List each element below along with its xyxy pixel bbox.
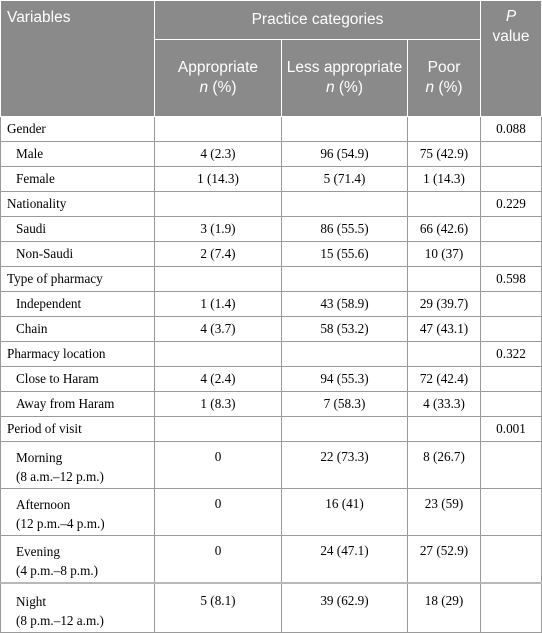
- cell-p-value: [481, 242, 542, 267]
- row-label-line2: (8 p.m.–12 a.m.): [16, 613, 104, 628]
- cell-poor: 8 (26.7): [408, 442, 481, 489]
- cell-p-value: [481, 392, 542, 417]
- cell-less-appropriate: 24 (47.1): [282, 536, 408, 584]
- cell-less-appropriate: 22 (73.3): [282, 442, 408, 489]
- header-value-word: value: [492, 28, 530, 45]
- row-label: Non-Saudi: [1, 242, 155, 267]
- cell-less-appropriate: 39 (62.9): [282, 583, 408, 633]
- table-row: [1, 442, 542, 489]
- cell-appropriate: [155, 192, 282, 217]
- cell-appropriate: 4 (2.4): [155, 367, 282, 392]
- cell-p-value: [481, 167, 542, 192]
- cell-appropriate: 1 (1.4): [155, 292, 282, 317]
- row-label: Chain: [1, 317, 155, 342]
- header-appropriate: [155, 40, 282, 117]
- cell-p-value: [481, 367, 542, 392]
- header-poor: [408, 40, 481, 117]
- cell-appropriate: 1 (8.3): [155, 392, 282, 417]
- header-appropriate-label: Appropriate: [177, 59, 259, 76]
- cell-less-appropriate: [282, 267, 408, 292]
- row-label-line2: (12 p.m.–4 p.m.): [16, 516, 105, 531]
- cell-poor: 23 (59): [408, 489, 481, 536]
- cell-poor: 1 (14.3): [408, 167, 481, 192]
- row-label: Nationality: [1, 192, 155, 217]
- row-label: Gender: [1, 117, 155, 142]
- row-label-line2: (4 p.m.–8 p.m.): [16, 563, 99, 578]
- row-label-line1: Morning: [16, 450, 63, 465]
- header-n: n: [199, 79, 209, 96]
- row-label: Close to Haram: [1, 367, 155, 392]
- row-label: Independent: [1, 292, 155, 317]
- cell-poor: [408, 117, 481, 142]
- table-row: [1, 142, 542, 167]
- table-row: [1, 192, 542, 217]
- cell-poor: 66 (42.6): [408, 217, 481, 242]
- table-row: [1, 536, 542, 584]
- cell-appropriate: [155, 117, 282, 142]
- cell-less-appropriate: [282, 342, 408, 367]
- cell-p-value: [481, 317, 542, 342]
- cell-poor: [408, 342, 481, 367]
- row-label: Male: [1, 142, 155, 167]
- cell-appropriate: 2 (7.4): [155, 242, 282, 267]
- table-row: [1, 292, 542, 317]
- header-p-value: [481, 1, 542, 117]
- row-label: Period of visit: [1, 417, 155, 442]
- cell-p-value: [481, 442, 542, 489]
- cell-less-appropriate: [282, 192, 408, 217]
- cell-less-appropriate: 58 (53.2): [282, 317, 408, 342]
- row-label-line1: Night: [16, 594, 47, 609]
- row-label: [1, 489, 155, 536]
- cell-less-appropriate: 5 (71.4): [282, 167, 408, 192]
- table-body: [1, 117, 542, 633]
- cell-less-appropriate: [282, 417, 408, 442]
- cell-p-value: [481, 217, 542, 242]
- cell-appropriate: 0: [155, 442, 282, 489]
- cell-p-value: 0.088: [481, 117, 542, 142]
- cell-appropriate: 1 (14.3): [155, 167, 282, 192]
- row-label: [1, 442, 155, 489]
- header-pct: (%): [208, 79, 237, 96]
- cell-p-value: [481, 292, 542, 317]
- table-row: [1, 489, 542, 536]
- header-n: n: [325, 79, 335, 96]
- cell-poor: 18 (29): [408, 583, 481, 633]
- row-label-line1: Evening: [16, 544, 60, 559]
- table-row: [1, 167, 542, 192]
- cell-poor: [408, 192, 481, 217]
- cell-poor: 29 (39.7): [408, 292, 481, 317]
- header-pct: (%): [334, 79, 364, 96]
- header-poor-label: Poor: [427, 59, 461, 76]
- table-row: [1, 217, 542, 242]
- header-less-appropriate-label: Less appropriate: [286, 59, 403, 76]
- cell-p-value: 0.229: [481, 192, 542, 217]
- table-header: [1, 1, 542, 117]
- cell-appropriate: 0: [155, 536, 282, 584]
- table-row: [1, 117, 542, 142]
- cell-less-appropriate: [282, 117, 408, 142]
- cell-appropriate: [155, 342, 282, 367]
- cell-p-value: [481, 583, 542, 633]
- cell-poor: [408, 417, 481, 442]
- row-label: Pharmacy location: [1, 342, 155, 367]
- cell-p-value: 0.598: [481, 267, 542, 292]
- cell-poor: 72 (42.4): [408, 367, 481, 392]
- header-variables: Variables: [1, 1, 155, 117]
- header-n: n: [425, 79, 435, 96]
- cell-appropriate: 5 (8.1): [155, 583, 282, 633]
- cell-appropriate: 3 (1.9): [155, 217, 282, 242]
- table-row: [1, 417, 542, 442]
- row-label-line2: (8 a.m.–12 p.m.): [16, 469, 104, 484]
- table-row: [1, 392, 542, 417]
- row-label: [1, 536, 155, 584]
- cell-less-appropriate: 94 (55.3): [282, 367, 408, 392]
- row-label: [1, 583, 155, 633]
- row-label: Type of pharmacy: [1, 267, 155, 292]
- cell-poor: 47 (43.1): [408, 317, 481, 342]
- cell-p-value: [481, 142, 542, 167]
- cell-appropriate: [155, 417, 282, 442]
- cell-poor: 4 (33.3): [408, 392, 481, 417]
- row-label: Female: [1, 167, 155, 192]
- header-pct: (%): [434, 79, 463, 96]
- cell-poor: 75 (42.9): [408, 142, 481, 167]
- cell-appropriate: 0: [155, 489, 282, 536]
- cell-appropriate: 4 (3.7): [155, 317, 282, 342]
- table-row: [1, 242, 542, 267]
- cell-less-appropriate: 15 (55.6): [282, 242, 408, 267]
- cell-appropriate: [155, 267, 282, 292]
- table-row: [1, 342, 542, 367]
- header-less-appropriate: [282, 40, 408, 117]
- header-practice-categories: Practice categories: [155, 1, 481, 40]
- cell-less-appropriate: 96 (54.9): [282, 142, 408, 167]
- cell-poor: 10 (37): [408, 242, 481, 267]
- cell-less-appropriate: 86 (55.5): [282, 217, 408, 242]
- cell-p-value: [481, 489, 542, 536]
- cell-appropriate: 4 (2.3): [155, 142, 282, 167]
- cell-p-value: 0.322: [481, 342, 542, 367]
- table-row: [1, 583, 542, 633]
- cell-p-value: [481, 536, 542, 584]
- cell-less-appropriate: 16 (41): [282, 489, 408, 536]
- cell-poor: [408, 267, 481, 292]
- row-label-line1: Afternoon: [16, 497, 71, 512]
- cell-poor: 27 (52.9): [408, 536, 481, 584]
- header-p-letter: P: [505, 8, 517, 25]
- cell-less-appropriate: 43 (58.9): [282, 292, 408, 317]
- row-label: Away from Haram: [1, 392, 155, 417]
- cell-p-value: 0.001: [481, 417, 542, 442]
- table-row: [1, 267, 542, 292]
- cell-less-appropriate: 7 (58.3): [282, 392, 408, 417]
- row-label: Saudi: [1, 217, 155, 242]
- table-row: [1, 317, 542, 342]
- table-row: [1, 367, 542, 392]
